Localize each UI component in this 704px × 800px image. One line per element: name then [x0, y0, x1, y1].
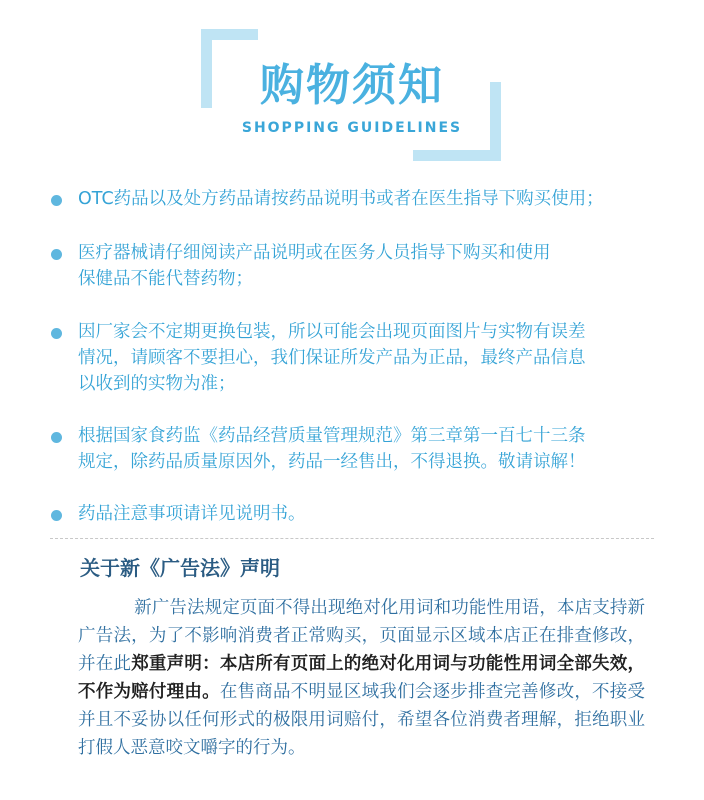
section-divider: [50, 538, 654, 539]
bullet-icon: [51, 328, 62, 339]
bullet-icon: [51, 510, 62, 521]
bullet-icon: [51, 432, 62, 443]
statement-text: 新广告法规定页面不得出现绝对化用词和功能性用语，本店支持新广告法，为了不影响消费者正常购买，页面显示区域本店正在排查修改，并在此: [78, 598, 645, 674]
guidelines-header: [0, 0, 704, 170]
bullet-icon: [51, 195, 62, 206]
statement-body: [78, 594, 645, 762]
bullet-icon: [51, 249, 62, 260]
list-item-text: 根据国家食药监《药品经营质量管理规范》第三章第一百七十三条 规定，除药品质量原因外，药品一经售出，不得退换。敬请谅解！: [78, 426, 586, 472]
list-item-text: OTC药品以及处方药品请按药品说明书或者在医生指导下购买使用；: [78, 189, 604, 209]
list-item-text: 医疗器械请仔细阅读产品说明或在医务人员指导下购买和使用 保健品不能代替药物；: [78, 243, 551, 289]
page-title: 购物须知: [260, 60, 444, 111]
statement-title: 关于新《广告法》声明: [80, 556, 280, 580]
statement-emphasis: 郑重声明：本店所有页面上的绝对化用词与功能性用词全部失效，不作为赔付理由。: [78, 654, 646, 702]
list-item-text: 因厂家会不定期更换包装，所以可能会出现页面图片与实物有误差 情况，请顾客不要担心，我们保证所发产品为正品，最终产品信息 以收到的实物为准；: [78, 322, 586, 394]
page-subtitle: SHOPPING GUIDELINES: [241, 120, 463, 136]
statement-text-continued: 在售商品不明显区域我们会逐步排查完善修改，不接受并且不妥协以任何形式的极限用词赔付，希望各位消费者理解，拒绝职业打假人恶意咬文嚼字的行为。: [78, 682, 646, 758]
list-item-text: 药品注意事项请详见说明书。: [78, 504, 306, 524]
